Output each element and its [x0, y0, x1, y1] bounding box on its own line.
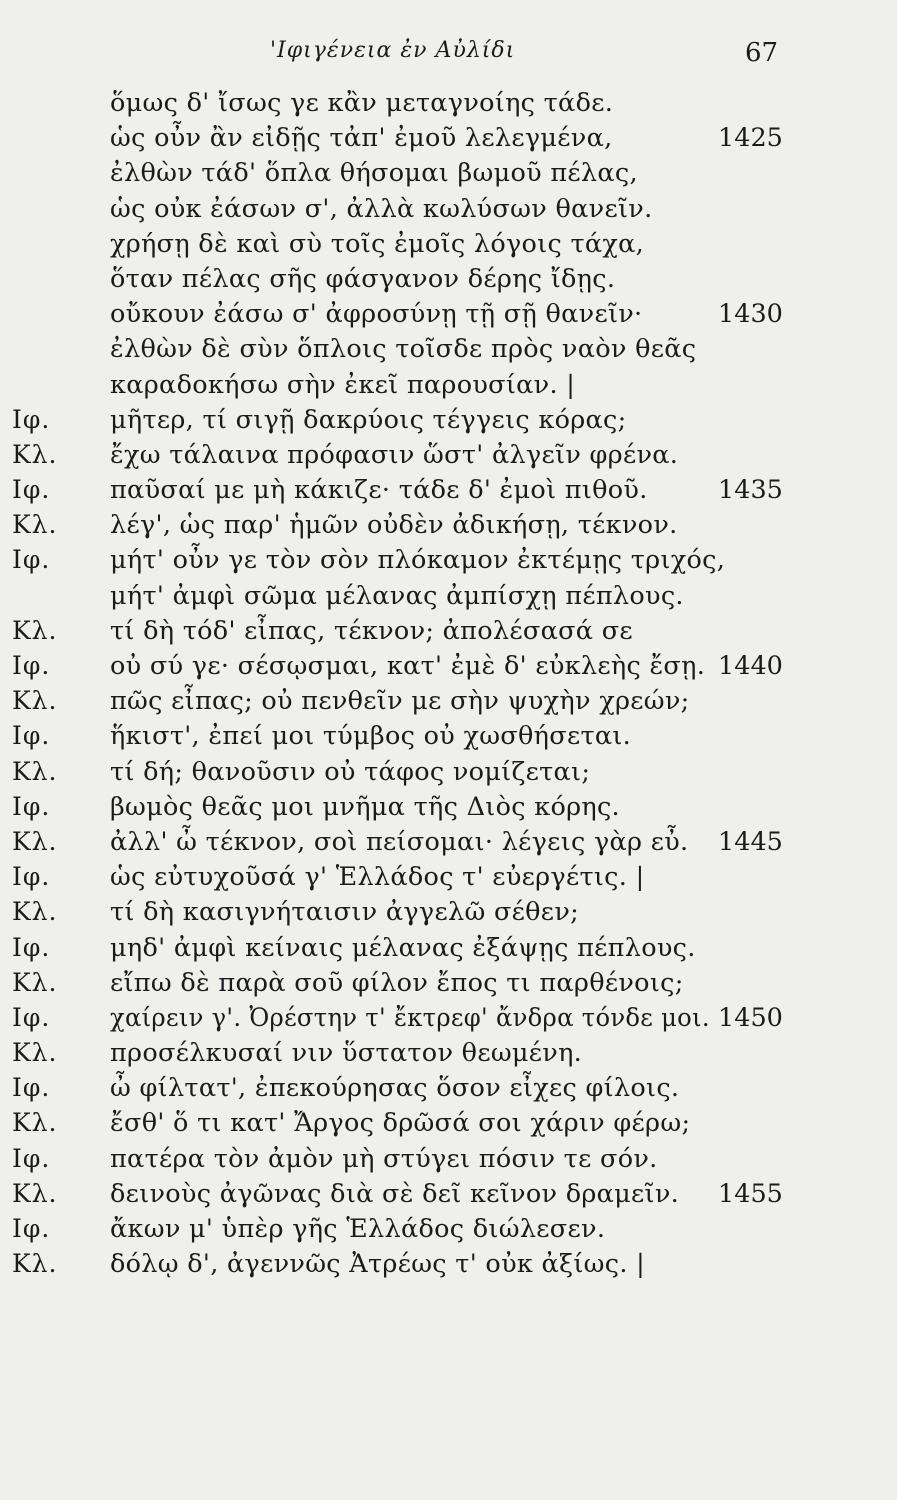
verse-text: προσέλκυσαί νιν ὕστατον θεωμένη. — [110, 1038, 583, 1069]
verse-text: τί δὴ κασιγνήταισιν ἀγγελῶ σέθεν; — [110, 897, 580, 928]
verse-line — [0, 823, 897, 858]
speaker-label: Κλ. — [12, 1249, 58, 1279]
verse-text: ἥκιστ', ἐπεί μοι τύμβος οὐ χωσθήσεται. — [110, 721, 632, 752]
verse-text: ὡς οὖν ἂν εἰδῇς τἀπ' ἐμοῦ λελεγμένα, — [110, 123, 613, 154]
speaker-label: Κλ. — [12, 1108, 58, 1138]
verse-text: χρήσῃ δὲ καὶ σὺ τοῖς ἐμοῖς λόγοις τάχα, — [110, 228, 645, 259]
verse-text: τί δή; θανοῦσιν οὐ τάφος νομίζεται; — [110, 756, 591, 787]
verse-text: λέγ', ὡς παρ' ἡμῶν οὐδὲν ἀδικήσῃ, τέκνον. — [110, 510, 678, 541]
speaker-label: Κλ. — [12, 439, 58, 469]
verse-text: ἔσθ' ὅ τι κατ' Ἄργος δρῶσά σοι χάριν φέρω; — [110, 1108, 691, 1139]
verse-text: τί δὴ τόδ' εἶπας, τέκνον; ἀπολέσασά σε — [110, 615, 633, 646]
verse-text: ὦ φίλτατ', ἐπεκούρησας ὅσον εἶχες φίλοις. — [110, 1073, 680, 1104]
verse-lines — [0, 84, 897, 1280]
page-number: 67 — [745, 38, 779, 68]
verse-line — [0, 330, 897, 365]
speaker-label: Ιφ. — [12, 932, 51, 962]
verse-line — [0, 647, 897, 682]
verse-line — [0, 753, 897, 788]
speaker-label: Ιφ. — [12, 721, 51, 751]
speaker-label: Ιφ. — [12, 862, 51, 892]
page-header — [0, 32, 897, 72]
verse-text: ἐλθὼν δὲ σὺν ὅπλοις τοῖσδε πρὸς ναὸν θεᾶς — [110, 334, 697, 365]
verse-text: πῶς εἶπας; οὐ πενθεῖν με σὴν ψυχὴν χρεών; — [110, 686, 690, 717]
line-number: 1450 — [718, 1002, 783, 1033]
verse-text: εἴπω δὲ παρὰ σοῦ φίλον ἔπος τι παρθένοις; — [110, 967, 684, 998]
speaker-label: Ιφ. — [12, 1073, 51, 1103]
speaker-label: Κλ. — [12, 615, 58, 645]
speaker-label: Ιφ. — [12, 791, 51, 821]
verse-line — [0, 577, 897, 612]
verse-line — [0, 401, 897, 436]
verse-text: πατέρα τὸν ἀμὸν μὴ στύγει πόσιν τε σόν. — [110, 1143, 658, 1174]
verse-text: ὅταν πέλας σῆς φάσγανον δέρης ἴδῃς. — [110, 263, 616, 294]
speaker-label: Ιφ. — [12, 651, 51, 680]
verse-line — [0, 858, 897, 893]
verse-text: δόλῳ δ', ἀγεννῶς Ἀτρέως τ' οὐκ ἀξίως. | — [110, 1249, 646, 1280]
verse-line — [0, 1069, 897, 1104]
verse-text: ἀλλ' ὦ τέκνον, σοὶ πείσομαι· λέγεις γὰρ εὖ. — [110, 826, 689, 857]
line-number: 1455 — [718, 1178, 783, 1209]
speaker-label: Κλ. — [12, 510, 58, 540]
verse-line — [0, 190, 897, 225]
verse-line — [0, 1210, 897, 1245]
verse-line — [0, 1104, 897, 1139]
speaker-label: Κλ. — [12, 1178, 58, 1208]
verse-line — [0, 1034, 897, 1069]
verse-text: δεινοὺς ἀγῶνας διὰ σὲ δεῖ κεῖνον δραμεῖν. — [110, 1178, 680, 1209]
verse-line — [0, 260, 897, 295]
verse-line — [0, 717, 897, 752]
speaker-label: Κλ. — [12, 756, 58, 786]
speaker-label: Κλ. — [12, 967, 58, 997]
speaker-label: Κλ. — [12, 826, 58, 856]
verse-line — [0, 225, 897, 260]
verse-text: χαίρειν γ'. Ὀρέστην τ' ἔκτρεφ' ἄνδρα τόνδε μοι. — [110, 1002, 710, 1033]
verse-text: παῦσαί με μὴ κάκιζε· τάδε δ' ἐμοὶ πιθοῦ. — [110, 475, 648, 506]
line-number: 1430 — [718, 299, 783, 330]
speaker-label: Κλ. — [12, 897, 58, 927]
running-title: 'Ιφιγένεια ἐν Αὐλίδι — [270, 38, 516, 63]
verse-text: ἐλθὼν τάδ' ὅπλα θήσομαι βωμοῦ πέλας, — [110, 158, 638, 189]
verse-line — [0, 366, 897, 401]
verse-text: μηδ' ἀμφὶ κείναις μέλανας ἐξάψῃς πέπλους. — [110, 932, 696, 963]
line-number: 1445 — [718, 826, 783, 857]
speaker-label: Ιφ. — [12, 1214, 51, 1243]
verse-line — [0, 541, 897, 576]
speaker-label: Ιφ. — [12, 1002, 51, 1032]
verse-text: βωμὸς θεᾶς μοι μνῆμα τῆς Διὸς κόρης. — [110, 791, 620, 822]
verse-line — [0, 471, 897, 506]
speaker-label: Ιφ. — [12, 545, 51, 575]
verse-text: οὐ σύ γε· σέσῳσμαι, κατ' ἐμὲ δ' εὐκλεὴς ἔσῃ. — [110, 651, 706, 681]
verse-text: οὔκουν ἐάσω σ' ἀφροσύνῃ τῇ σῇ θανεῖν· — [110, 299, 643, 330]
speaker-label: Ιφ. — [12, 404, 51, 434]
verse-line — [0, 506, 897, 541]
speaker-label: Ιφ. — [12, 1143, 51, 1173]
verse-line — [0, 999, 897, 1034]
verse-line — [0, 682, 897, 717]
line-number: 1440 — [718, 651, 783, 681]
verse-line — [0, 154, 897, 189]
verse-text: μήτ' οὖν γε τὸν σὸν πλόκαμον ἐκτέμῃς τριχός, — [110, 545, 726, 576]
verse-line — [0, 612, 897, 647]
verse-text: ὅμως δ' ἴσως γε κἂν μεταγνοίης τάδε. — [110, 88, 614, 118]
verse-line — [0, 788, 897, 823]
verse-text: μήτ' ἀμφὶ σῶμα μέλανας ἀμπίσχῃ πέπλους. — [110, 580, 684, 611]
verse-text: ἔχω τάλαινα πρόφασιν ὥστ' ἀλγεῖν φρένα. — [110, 439, 679, 470]
verse-text: ἄκων μ' ὑπὲρ γῆς Ἑλλάδος διώλεσεν. — [110, 1214, 606, 1244]
line-number: 1425 — [718, 123, 783, 154]
line-number: 1435 — [718, 475, 783, 506]
verse-text: ὡς οὐκ ἐάσων σ', ἀλλὰ κωλύσων θανεῖν. — [110, 193, 653, 224]
verse-line — [0, 1140, 897, 1175]
verse-line — [0, 84, 897, 119]
speaker-label: Κλ. — [12, 1038, 58, 1068]
verse-text: καραδοκήσω σὴν ἐκεῖ παρουσίαν. | — [110, 369, 576, 400]
verse-line — [0, 1245, 897, 1280]
verse-line — [0, 119, 897, 154]
verse-line — [0, 436, 897, 471]
verse-line — [0, 893, 897, 928]
verse-text: μῆτερ, τί σιγῇ δακρύοις τέγγεις κόρας; — [110, 404, 627, 435]
verse-text: ὡς εὐτυχοῦσά γ' Ἑλλάδος τ' εὐεργέτις. | — [110, 862, 645, 893]
verse-line — [0, 295, 897, 330]
speaker-label: Ιφ. — [12, 475, 51, 505]
speaker-label: Κλ. — [12, 686, 58, 716]
verse-line — [0, 1175, 897, 1210]
verse-line — [0, 964, 897, 999]
verse-line — [0, 929, 897, 964]
